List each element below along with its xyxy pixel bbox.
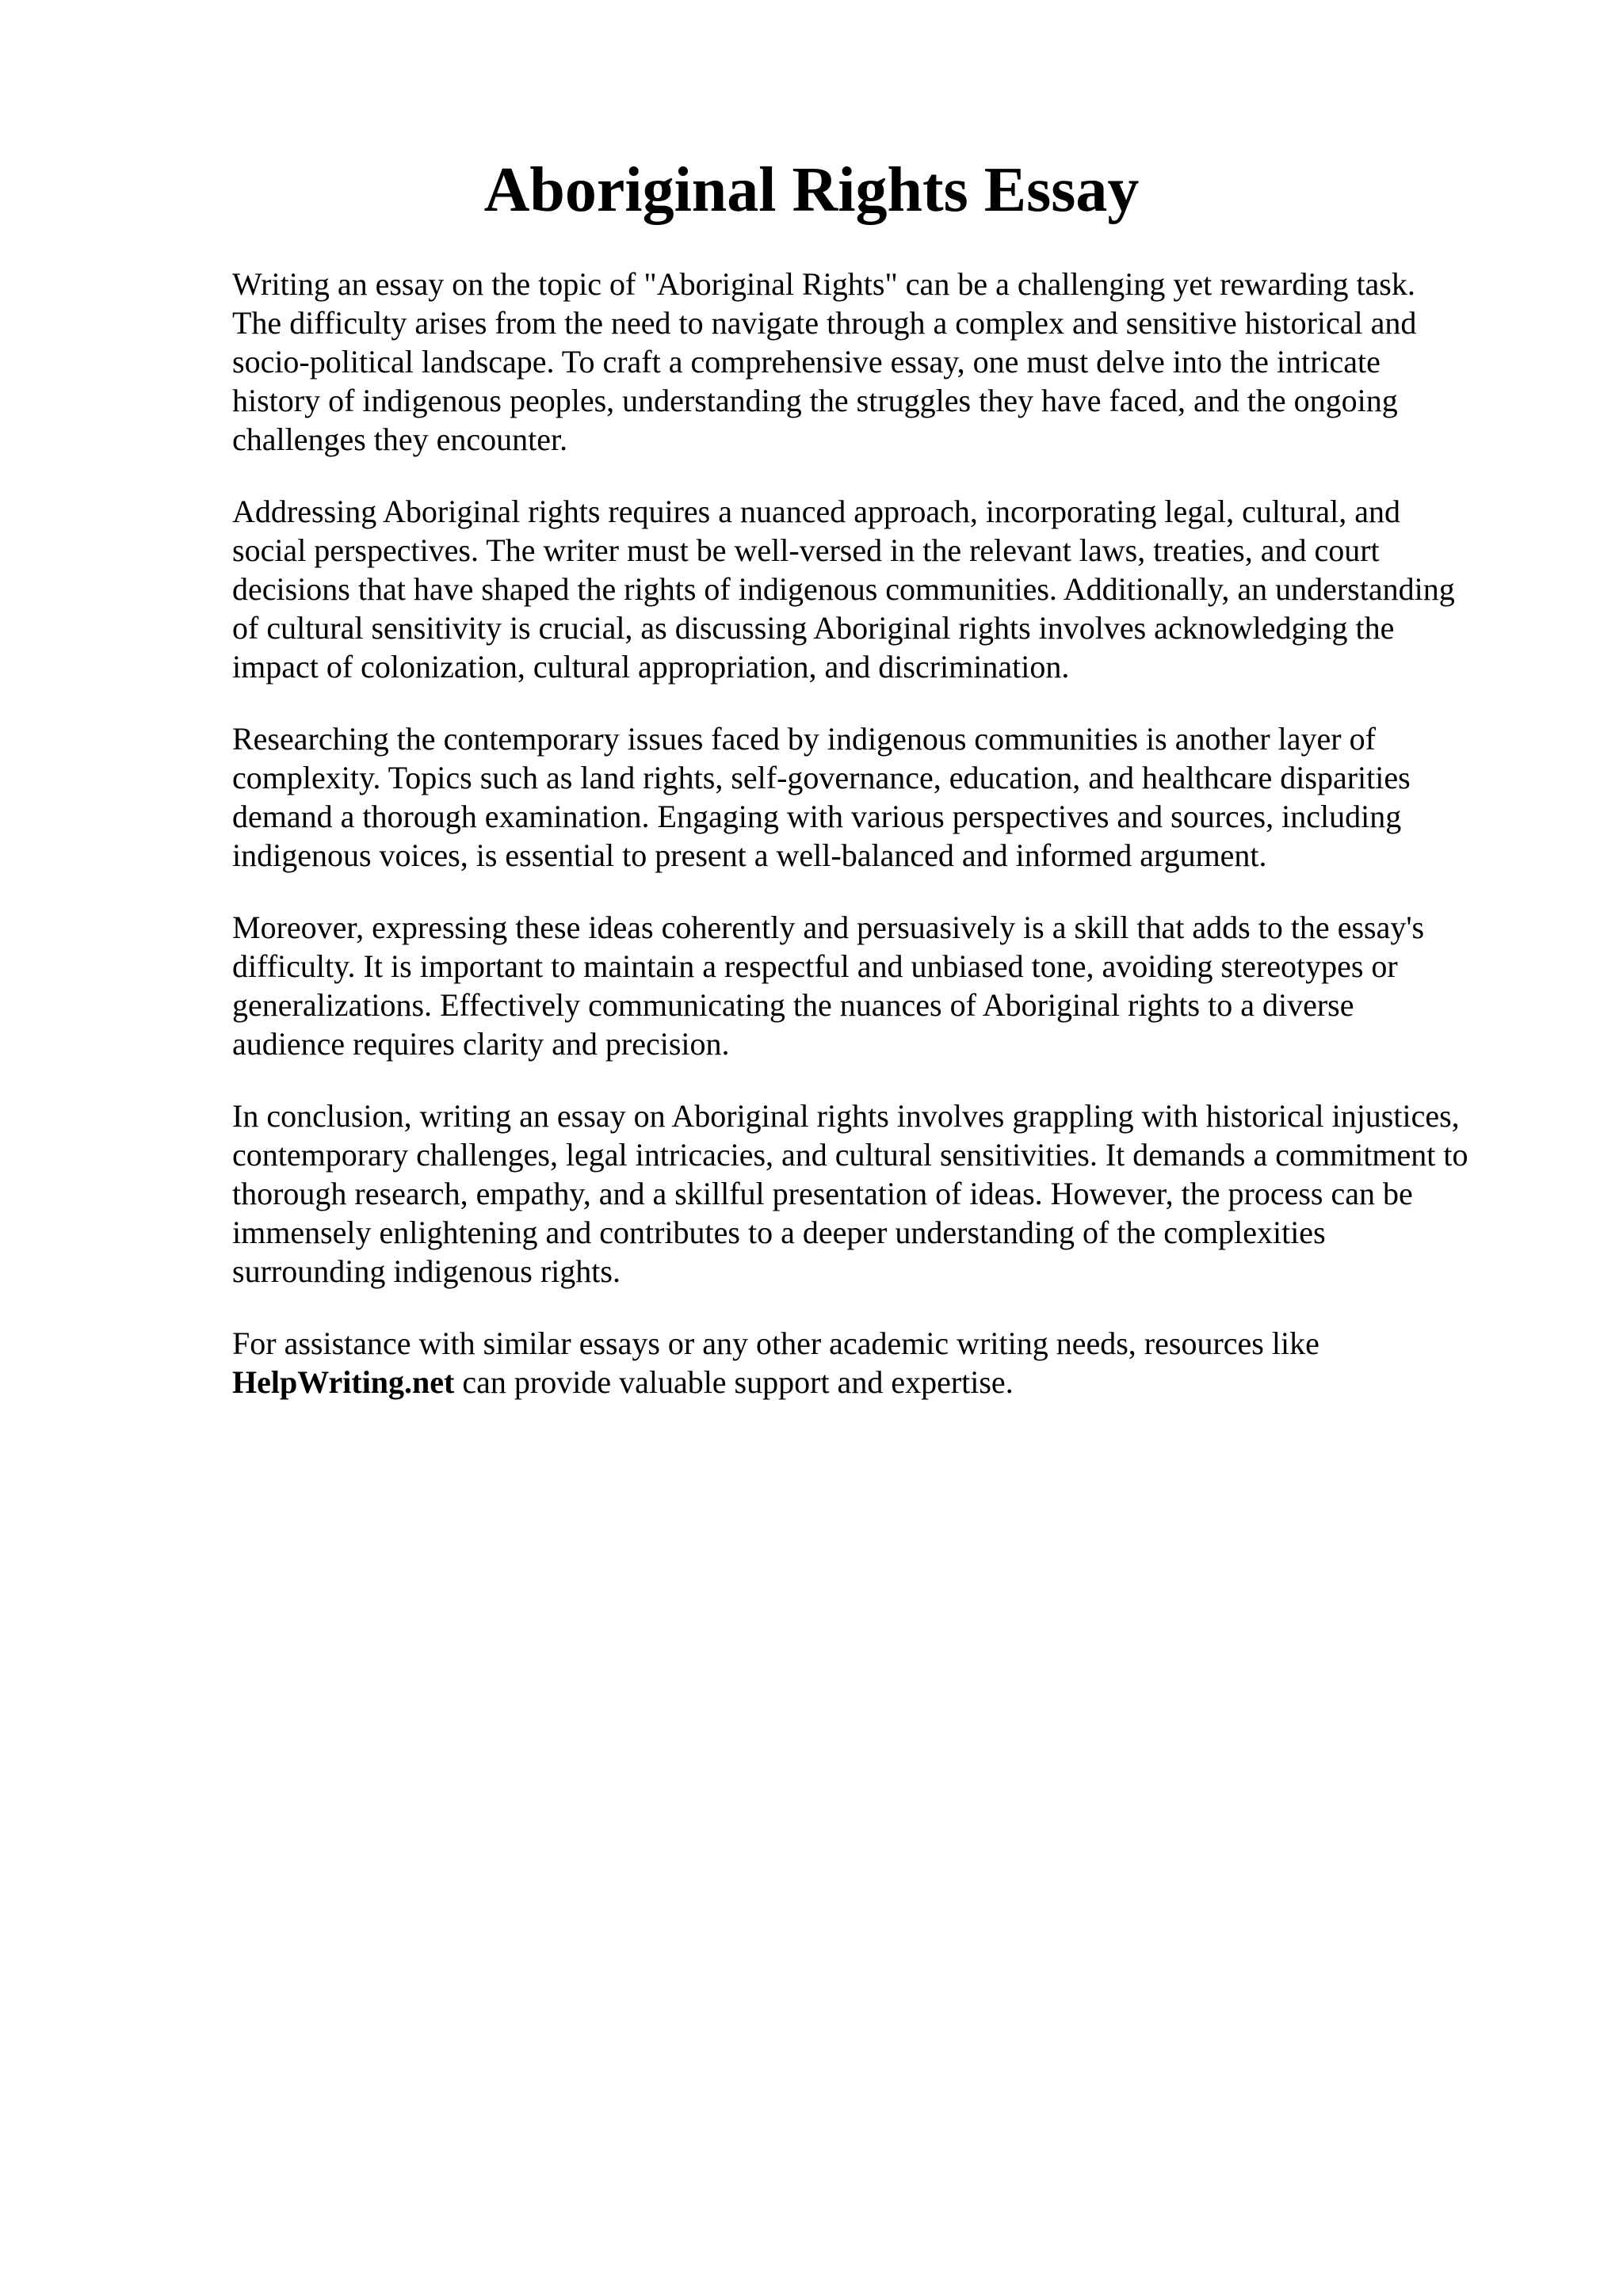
paragraph-line: challenges they encounter. (232, 421, 568, 457)
paragraph-line: of cultural sensitivity is crucial, as discussing Aboriginal rights involves acknowledging the (232, 610, 1395, 646)
paragraph-line: Writing an essay on the topic of "Aboriginal Rights" can be a challenging yet rewarding task. (232, 266, 1415, 302)
paragraph-line: history of indigenous peoples, understanding the struggles they have faced, and the ongoing (232, 383, 1398, 418)
closing-line-with-brand (232, 1363, 1611, 1402)
paragraph-line: decisions that have shaped the rights of indigenous communities. Additionally, an understanding (232, 571, 1455, 607)
paragraph-line: surrounding indigenous rights. (232, 1253, 621, 1289)
paragraph-line: socio-political landscape. To craft a comprehensive essay, one must delve into the intricate (232, 344, 1381, 379)
paragraph-2 (232, 492, 1611, 686)
paragraph-1 (232, 265, 1611, 459)
paragraph-line: Addressing Aboriginal rights requires a nuanced approach, incorporating legal, cultural, and (232, 494, 1400, 529)
page-title: Aboriginal Rights Essay (483, 155, 1140, 225)
paragraph-line: The difficulty arises from the need to navigate through a complex and sensitive historical and (232, 305, 1417, 341)
paragraph-3 (232, 719, 1611, 875)
closing-line: For assistance with similar essays or any other academic writing needs, resources like (232, 1325, 1319, 1361)
paragraph-line: contemporary challenges, legal intricacies, and cultural sensitivities. It demands a commitment to (232, 1137, 1468, 1173)
paragraph-4 (232, 908, 1611, 1063)
paragraph-line: demand a thorough examination. Engaging with various perspectives and sources, including (232, 799, 1402, 834)
helpwriting-brand-link[interactable]: HelpWriting.net (232, 1364, 455, 1400)
paragraph-line: generalizations. Effectively communicating the nuances of Aboriginal rights to a diverse (232, 987, 1354, 1023)
paragraph-line: social perspectives. The writer must be well-versed in the relevant laws, treaties, and court (232, 532, 1380, 568)
paragraph-line: indigenous voices, is essential to present a well-balanced and informed argument. (232, 837, 1267, 873)
paragraph-line: difficulty. It is important to maintain a respectful and unbiased tone, avoiding stereotypes or (232, 948, 1398, 984)
paragraph-line: complexity. Topics such as land rights, self-governance, education, and healthcare disparities (232, 760, 1411, 795)
paragraph-line: immensely enlightening and contributes to a deeper understanding of the complexities (232, 1215, 1326, 1250)
closing-paragraph (232, 1324, 1611, 1402)
paragraph-line: thorough research, empathy, and a skillful presentation of ideas. However, the process can be (232, 1176, 1413, 1211)
paragraph-line: Researching the contemporary issues faced by indigenous communities is another layer of (232, 721, 1376, 757)
essay-body (232, 265, 1611, 1435)
paragraph-line: Moreover, expressing these ideas coherently and persuasively is a skill that adds to the essay's (232, 910, 1425, 945)
closing-line-rest: can provide valuable support and expertise. (454, 1364, 1014, 1400)
paragraph-line: impact of colonization, cultural appropriation, and discrimination. (232, 649, 1070, 685)
paragraph-5 (232, 1097, 1611, 1291)
paragraph-line: In conclusion, writing an essay on Aboriginal rights involves grappling with historical injustices, (232, 1098, 1460, 1134)
paragraph-line: audience requires clarity and precision. (232, 1026, 730, 1062)
